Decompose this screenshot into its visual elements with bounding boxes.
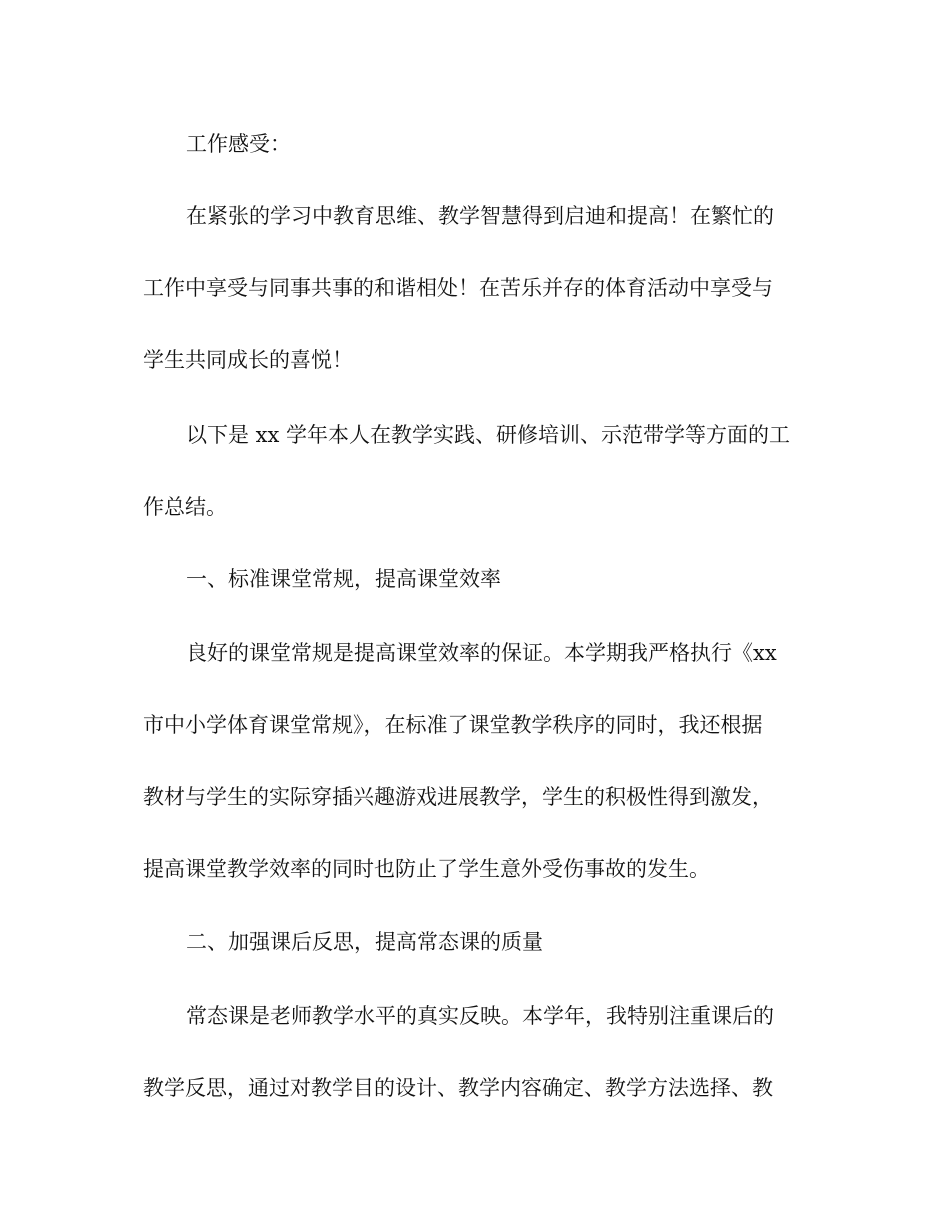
paragraph-line: 市中小学体育课堂常规》，在标准了课堂教学秩序的同时，我还根据 <box>143 713 763 737</box>
paragraph-line: 提高课堂教学效率的同时也防止了学生意外受伤事故的发生。 <box>143 857 710 881</box>
paragraph-line: 在紧张的学习中教育思维、教学智慧得到启迪和提高！在繁忙的 <box>186 204 774 228</box>
paragraph-line: 学生共同成长的喜悦！ <box>143 348 353 372</box>
paragraph-line: 工作中享受与同事共事的和谐相处！在苦乐并存的体育活动中享受与 <box>143 276 773 300</box>
paragraph-line: 常态课是老师教学水平的真实反映。本学年，我特别注重课后的 <box>186 1004 774 1028</box>
paragraph-line: 作总结。 <box>143 495 227 519</box>
paragraph-line: 以下是 xx 学年本人在教学实践、研修培训、示范带学等方面的工 <box>186 423 791 447</box>
section-heading-2: 二、加强课后反思，提高常态课的质量 <box>186 930 543 954</box>
paragraph-line: 教学反思，通过对教学目的设计、教学内容确定、教学方法选择、教 <box>143 1076 773 1100</box>
paragraph-line: 良好的课堂常规是提高课堂效率的保证。本学期我严格执行《xx <box>186 641 777 665</box>
section-heading-1: 一、标准课堂常规，提高课堂效率 <box>186 567 501 591</box>
section-label-work-feelings: 工作感受： <box>186 132 291 156</box>
paragraph-line: 教材与学生的实际穿插兴趣游戏进展教学，学生的积极性得到激发， <box>143 785 773 809</box>
